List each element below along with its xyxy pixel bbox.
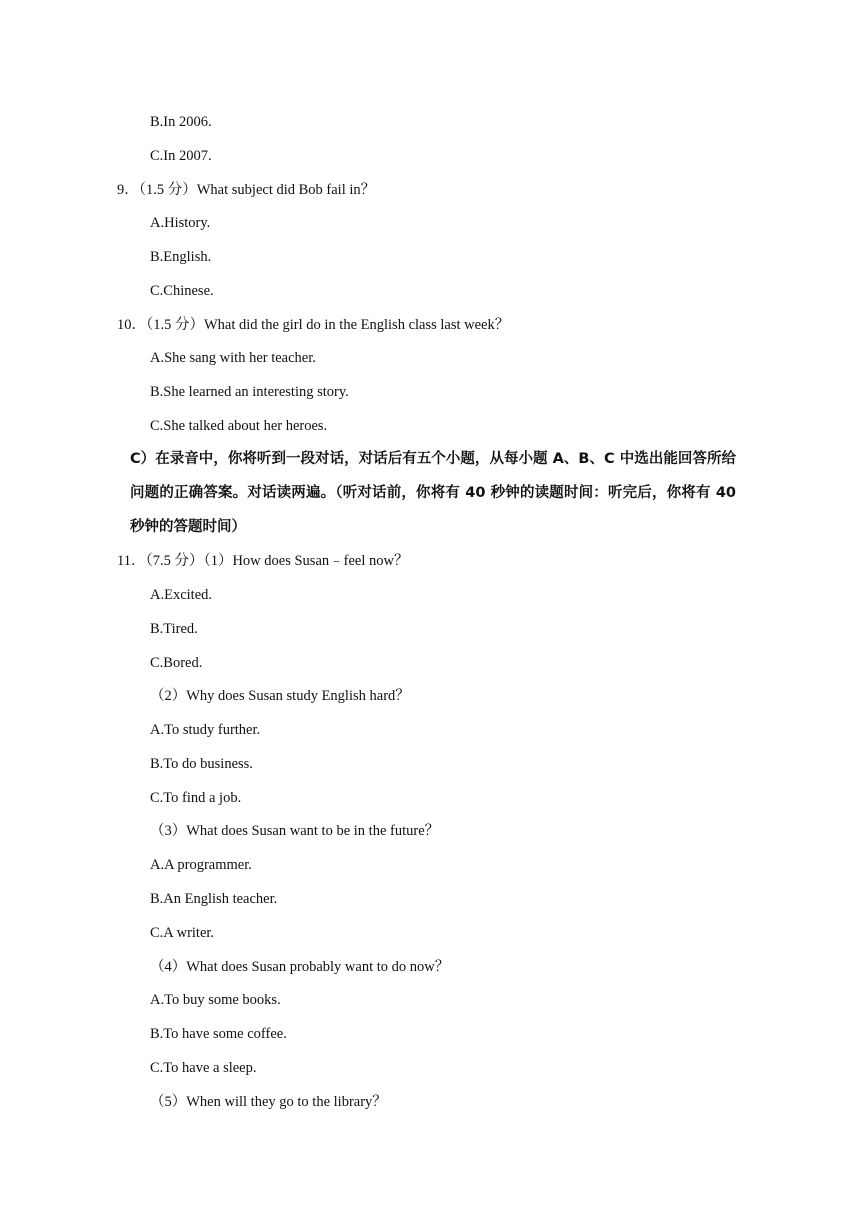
q11-2-option-c: C.To find a job. — [150, 790, 242, 806]
q10-option-a: A.She sang with her teacher. — [150, 350, 316, 366]
q11-3-option-a: A.A programmer. — [150, 857, 252, 873]
q11-2-option-a: A.To study further. — [150, 722, 261, 738]
q11-4-question: （4）What does Susan probably want to do now？ — [150, 959, 450, 975]
q11-5-question: （5）When will they go to the library？ — [150, 1094, 387, 1110]
q8-option-c: C.In 2007. — [150, 148, 212, 164]
q11-4-option-a: A.To buy some books. — [150, 992, 281, 1008]
q11-stem: 11．（7.5 分）（1）How does Susan﹣feel now？ — [117, 553, 409, 569]
q10-option-b: B.She learned an interesting story. — [150, 384, 349, 400]
q11-1-option-b: B.Tired. — [150, 621, 198, 637]
q11-4-option-b: B.To have some coffee. — [150, 1026, 287, 1042]
q8-option-b: B.In 2006. — [150, 114, 212, 130]
q11-1-option-a: A.Excited. — [150, 587, 213, 603]
q9-option-b: B.English. — [150, 249, 212, 265]
q11-3-option-c: C.A writer. — [150, 925, 215, 941]
q11-4-option-c: C.To have a sleep. — [150, 1060, 257, 1076]
q9-option-a: A.History. — [150, 215, 211, 231]
section-c-instructions: C）在录音中，你将听到一段对话，对话后有五个小题，从每小题 A、B、C 中选出能回答所给问题的正确答案。对话读两遍。（听对话前，你将有 40 秒钟的读题时间：听完后，你将有 40 秒钟的答题时间） — [130, 451, 736, 535]
q9-option-c: C.Chinese. — [150, 283, 214, 299]
q10-option-c: C.She talked about her heroes. — [150, 418, 328, 434]
q11-3-option-b: B.An English teacher. — [150, 891, 278, 907]
q10-stem: 10．（1.5 分）What did the girl do in the English class last week？ — [117, 317, 510, 333]
q9-stem: 9．（1.5 分）What subject did Bob fail in？ — [117, 182, 376, 198]
q11-3-question: （3）What does Susan want to be in the future？ — [150, 823, 440, 839]
q11-2-question: （2）Why does Susan study English hard？ — [150, 688, 410, 704]
q11-1-option-c: C.Bored. — [150, 655, 203, 671]
q11-2-option-b: B.To do business. — [150, 756, 253, 772]
